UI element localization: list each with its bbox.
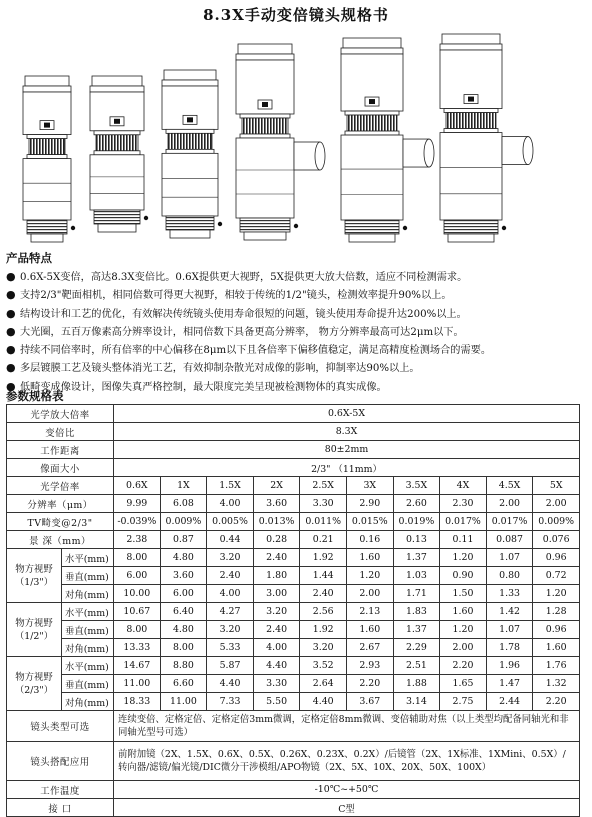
table-cell: 0.087 <box>486 531 533 549</box>
table-cell: 18.33 <box>114 693 161 711</box>
table-row <box>7 477 580 495</box>
bullet-icon: ● <box>6 379 16 393</box>
row-label: 变倍比 <box>7 423 114 441</box>
table-row <box>7 742 580 781</box>
table-cell: 4.40 <box>300 693 347 711</box>
feature-text: 大光圈，五百万像素高分辨率设计，相同倍数下具备更高分辨率， 物方分辨率最高可达2μm以下。 <box>20 326 464 338</box>
table-cell: 3.00 <box>253 585 300 603</box>
table-cell: 1.65 <box>440 675 487 693</box>
table-cell: 0.21 <box>300 531 347 549</box>
feature-item <box>6 286 588 304</box>
table-cell: 1.20 <box>533 585 580 603</box>
table-cell: 1.60 <box>440 603 487 621</box>
fov-row-label: 水平(mm) <box>62 603 114 621</box>
table-cell: 2.20 <box>533 693 580 711</box>
table-row <box>7 567 580 585</box>
table-cell: 0.015% <box>346 513 393 531</box>
fov-group-label: 物方视野（1/2"） <box>7 603 62 657</box>
table-cell: 4.80 <box>160 549 207 567</box>
table-row <box>7 711 580 742</box>
table-cell: 8.00 <box>114 549 161 567</box>
table-cell: 1.20 <box>440 549 487 567</box>
table-cell: 14.67 <box>114 657 161 675</box>
table-cell: 10.00 <box>114 585 161 603</box>
table-cell: 4X <box>440 477 487 495</box>
bullet-icon: ● <box>6 324 16 338</box>
table-cell: 2.00 <box>440 639 487 657</box>
fov-row-label: 水平(mm) <box>62 549 114 567</box>
row-label: 分辨率（μm） <box>7 495 114 513</box>
table-row <box>7 603 580 621</box>
feature-item <box>6 323 588 341</box>
feature-item <box>6 305 588 323</box>
table-cell: 2.75 <box>440 693 487 711</box>
row-value: C型 <box>114 799 580 817</box>
table-cell: 1.28 <box>533 603 580 621</box>
table-row <box>7 657 580 675</box>
fov-group-label: 物方视野（2/3"） <box>7 657 62 711</box>
page-title: 8.3X手动变倍镜头规格书 <box>203 6 389 24</box>
table-cell: 3.20 <box>253 603 300 621</box>
table-cell: 3.67 <box>346 693 393 711</box>
table-cell: 1.80 <box>253 567 300 585</box>
fov-row-label: 垂直(mm) <box>62 675 114 693</box>
table-cell: 0.80 <box>486 567 533 585</box>
table-row <box>7 781 580 799</box>
table-row <box>7 693 580 711</box>
fov-group-label: 物方视野（1/3"） <box>7 549 62 603</box>
lens-drawing <box>236 44 325 240</box>
table-cell: 2.13 <box>346 603 393 621</box>
row-value: 8.3X <box>114 423 580 441</box>
feature-text: 多层镀膜工艺及镜头整体消光工艺，有效抑制杂散光对成像的影响，抑制率达90%以上。 <box>20 363 420 375</box>
table-cell: 1X <box>160 477 207 495</box>
table-cell: 13.33 <box>114 639 161 657</box>
lens-illustrations <box>0 28 592 248</box>
table-row <box>7 621 580 639</box>
fov-row-label: 对角(mm) <box>62 693 114 711</box>
table-cell: 9.99 <box>114 495 161 513</box>
feature-text: 支持2/3"靶面相机，相同倍数可得更大视野，相较于传统的1/2"镜头，检测效率提升90%以上。 <box>20 290 452 302</box>
table-cell: 1.37 <box>393 549 440 567</box>
lens-drawing <box>440 34 533 242</box>
feature-text: 结构设计和工艺的优化，有效解决传统镜头使用寿命很短的问题，镜头使用寿命提升达200%以上。 <box>20 308 467 320</box>
table-cell: 1.32 <box>533 675 580 693</box>
row-label: 工作距离 <box>7 441 114 459</box>
table-cell: 6.00 <box>160 585 207 603</box>
table-cell: 0.017% <box>486 513 533 531</box>
table-cell: 3.60 <box>160 567 207 585</box>
table-cell: 3.14 <box>393 693 440 711</box>
table-cell: 3.20 <box>300 639 347 657</box>
table-cell: 6.08 <box>160 495 207 513</box>
table-cell: 0.076 <box>533 531 580 549</box>
feature-text: 持续不同倍率时，所有倍率的中心偏移在8μm以下且各倍率下偏移值稳定，满足高精度检测场合的需要。 <box>20 345 492 357</box>
table-cell: 2.51 <box>393 657 440 675</box>
feature-item <box>6 359 588 377</box>
table-cell: 1.96 <box>486 657 533 675</box>
lens-drawing <box>162 70 222 238</box>
table-cell: -0.039% <box>114 513 161 531</box>
table-cell: 5.33 <box>207 639 254 657</box>
table-cell: 4.5X <box>486 477 533 495</box>
table-row <box>7 405 580 423</box>
row-label: 光学倍率 <box>7 477 114 495</box>
table-cell: 1.60 <box>346 549 393 567</box>
table-cell: 2.29 <box>393 639 440 657</box>
row-label: 镜头类型可选 <box>7 711 114 742</box>
table-cell: 1.83 <box>393 603 440 621</box>
spec-heading: 参数规格表 <box>6 389 64 403</box>
table-cell: 2.93 <box>346 657 393 675</box>
table-cell: 3.52 <box>300 657 347 675</box>
table-cell: 0.009% <box>533 513 580 531</box>
table-cell: 1.07 <box>486 621 533 639</box>
table-cell: 1.5X <box>207 477 254 495</box>
table-cell: 0.90 <box>440 567 487 585</box>
table-cell: 0.011% <box>300 513 347 531</box>
table-cell: 1.92 <box>300 621 347 639</box>
table-cell: 4.40 <box>253 657 300 675</box>
table-cell: 3.5X <box>393 477 440 495</box>
table-row <box>7 513 580 531</box>
table-cell: 7.33 <box>207 693 254 711</box>
table-cell: 1.76 <box>533 657 580 675</box>
table-cell: 10.67 <box>114 603 161 621</box>
table-row <box>7 423 580 441</box>
fov-row-label: 对角(mm) <box>62 639 114 657</box>
table-cell: 4.00 <box>253 639 300 657</box>
table-cell: 1.42 <box>486 603 533 621</box>
table-cell: 8.00 <box>114 621 161 639</box>
table-cell: 0.6X <box>114 477 161 495</box>
fov-row-label: 水平(mm) <box>62 657 114 675</box>
table-cell: 1.50 <box>440 585 487 603</box>
table-cell: 1.33 <box>486 585 533 603</box>
features-heading: 产品特点 <box>6 251 52 265</box>
table-cell: 1.47 <box>486 675 533 693</box>
table-row <box>7 459 580 477</box>
table-cell: 2X <box>253 477 300 495</box>
spec-table <box>6 404 580 817</box>
feature-item <box>6 268 588 286</box>
table-cell: 4.00 <box>207 585 254 603</box>
table-cell: 2.67 <box>346 639 393 657</box>
row-label: 接 口 <box>7 799 114 817</box>
table-cell: 2.44 <box>486 693 533 711</box>
table-cell: 3.60 <box>253 495 300 513</box>
table-cell: 1.37 <box>393 621 440 639</box>
feature-item <box>6 378 588 396</box>
table-cell: 8.80 <box>160 657 207 675</box>
table-cell: 1.20 <box>440 621 487 639</box>
table-cell: 0.28 <box>253 531 300 549</box>
table-cell: 4.00 <box>207 495 254 513</box>
row-value: 0.6X-5X <box>114 405 580 423</box>
table-row <box>7 495 580 513</box>
table-cell: 1.92 <box>300 549 347 567</box>
table-cell: 2.40 <box>300 585 347 603</box>
table-cell: 0.013% <box>253 513 300 531</box>
table-cell: 0.13 <box>393 531 440 549</box>
table-cell: 6.60 <box>160 675 207 693</box>
table-cell: 2.30 <box>440 495 487 513</box>
fov-row-label: 垂直(mm) <box>62 567 114 585</box>
feature-text: 0.6X-5X变倍，高达8.3X变倍比。0.6X提供更大视野，5X提供更大放大倍数，适应不同检测需求。 <box>20 272 468 283</box>
table-cell: 1.88 <box>393 675 440 693</box>
table-cell: 2.00 <box>533 495 580 513</box>
row-value: 80±2mm <box>114 441 580 459</box>
table-cell: 1.60 <box>346 621 393 639</box>
features-list <box>6 268 588 396</box>
table-cell: 1.03 <box>393 567 440 585</box>
lens-drawing <box>341 38 434 242</box>
table-cell: 0.11 <box>440 531 487 549</box>
table-cell: 3.30 <box>253 675 300 693</box>
bullet-icon: ● <box>6 361 16 375</box>
table-cell: 2.60 <box>393 495 440 513</box>
table-cell: 1.44 <box>300 567 347 585</box>
table-cell: 3X <box>346 477 393 495</box>
table-cell: 11.00 <box>114 675 161 693</box>
row-value: 连续变倍、定格定倍、定格定倍3mm微调，定格定倍8mm微调、变倍辅助对焦（以上类型均配备同轴光和非同轴光型号可选） <box>114 711 580 742</box>
table-cell: 0.44 <box>207 531 254 549</box>
table-row <box>7 549 580 567</box>
lens-drawing <box>90 76 148 232</box>
table-cell: 4.40 <box>207 675 254 693</box>
table-cell: 2.38 <box>114 531 161 549</box>
table-cell: 0.017% <box>440 513 487 531</box>
table-cell: 11.00 <box>160 693 207 711</box>
table-cell: 1.78 <box>486 639 533 657</box>
feature-item <box>6 341 588 359</box>
table-cell: 5.50 <box>253 693 300 711</box>
table-cell: 2.00 <box>486 495 533 513</box>
table-cell: 2.00 <box>346 585 393 603</box>
table-cell: 8.00 <box>160 639 207 657</box>
table-cell: 0.009% <box>160 513 207 531</box>
table-cell: 2.20 <box>346 675 393 693</box>
table-cell: 5.87 <box>207 657 254 675</box>
bullet-icon: ● <box>6 288 16 302</box>
table-cell: 1.60 <box>533 639 580 657</box>
table-row <box>7 675 580 693</box>
table-row <box>7 441 580 459</box>
row-label: TV畸变@2/3" <box>7 513 114 531</box>
bullet-icon: ● <box>6 270 16 283</box>
table-cell: 6.40 <box>160 603 207 621</box>
table-row <box>7 531 580 549</box>
table-cell: 2.64 <box>300 675 347 693</box>
table-cell: 2.20 <box>440 657 487 675</box>
row-label: 像面大小 <box>7 459 114 477</box>
fov-row-label: 对角(mm) <box>62 585 114 603</box>
table-cell: 3.30 <box>300 495 347 513</box>
bullet-icon: ● <box>6 343 16 357</box>
table-cell: 1.71 <box>393 585 440 603</box>
table-cell: 5X <box>533 477 580 495</box>
table-cell: 4.27 <box>207 603 254 621</box>
table-cell: 0.019% <box>393 513 440 531</box>
table-row <box>7 639 580 657</box>
table-cell: 2.5X <box>300 477 347 495</box>
fov-row-label: 垂直(mm) <box>62 621 114 639</box>
table-cell: 2.56 <box>300 603 347 621</box>
table-cell: 4.80 <box>160 621 207 639</box>
table-cell: 2.40 <box>253 549 300 567</box>
row-label: 光学放大倍率 <box>7 405 114 423</box>
table-cell: 3.20 <box>207 549 254 567</box>
row-value: 2/3" （11mm） <box>114 459 580 477</box>
lens-drawing <box>23 76 75 242</box>
table-cell: 2.40 <box>207 567 254 585</box>
table-cell: 2.90 <box>346 495 393 513</box>
table-cell: 6.00 <box>114 567 161 585</box>
table-row <box>7 799 580 817</box>
table-cell: 0.005% <box>207 513 254 531</box>
table-cell: 0.72 <box>533 567 580 585</box>
row-label: 镜头搭配应用 <box>7 742 114 781</box>
table-cell: 0.96 <box>533 549 580 567</box>
table-cell: 0.16 <box>346 531 393 549</box>
table-row <box>7 585 580 603</box>
table-cell: 2.40 <box>253 621 300 639</box>
table-cell: 0.87 <box>160 531 207 549</box>
table-cell: 1.07 <box>486 549 533 567</box>
row-label: 工作温度 <box>7 781 114 799</box>
bullet-icon: ● <box>6 306 16 320</box>
table-cell: 1.20 <box>346 567 393 585</box>
row-value: 前附加镜（2X、1.5X、0.6X、0.5X、0.26X、0.23X、0.2X）/后镜管（2X、1X标准、1XMini、0.5X）/转向器/滤镜/偏光镜/DIC微分干涉模组/APO物镜（2X、5X、10X、20X、50X、100X） <box>114 742 580 781</box>
feature-text: 低畸变成像设计，图像失真严格控制，最大限度完美呈现被检测物体的真实成像。 <box>20 381 387 393</box>
table-cell: 0.96 <box>533 621 580 639</box>
row-label: 景 深（mm） <box>7 531 114 549</box>
table-cell: 3.20 <box>207 621 254 639</box>
row-value: -10℃~+50℃ <box>114 781 580 799</box>
